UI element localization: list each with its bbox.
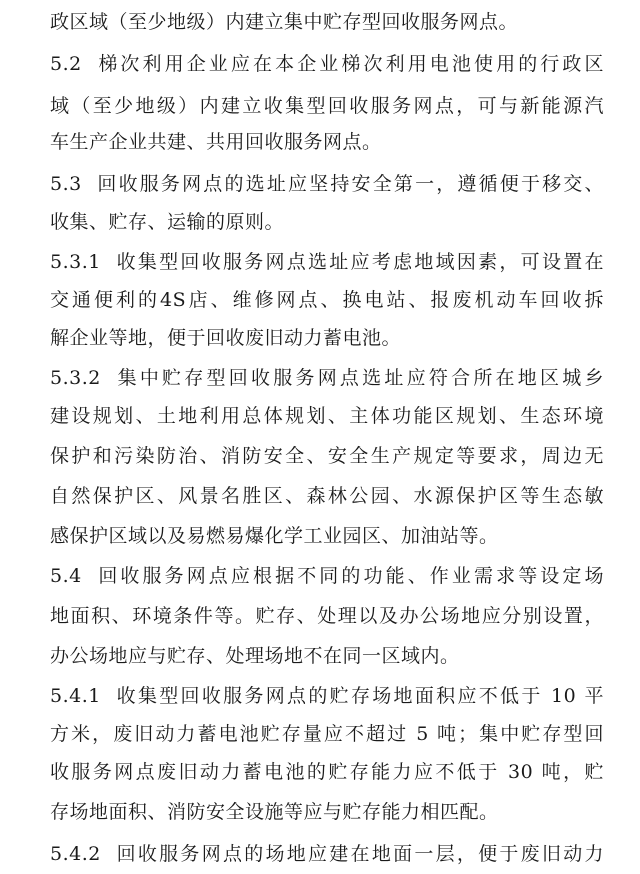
text-line: [50, 752, 604, 792]
text-line: [50, 122, 604, 162]
text-line: [50, 714, 604, 754]
line-text: 集中贮存型回收服务网点选址应符合所在地区城乡: [114, 367, 604, 389]
clause-number: 5.4.1: [50, 685, 101, 707]
clause-number: 5.2: [50, 53, 82, 75]
line-text: 保护和污染防治、消防安全、安全生产规定等要求，周边无: [50, 445, 604, 467]
clause-number: 5.4.2: [50, 843, 101, 865]
clause-number: 5.3: [50, 173, 82, 195]
line-text: 收集型回收服务网点的贮存场地面积应不低于 10 平: [114, 685, 604, 707]
line-text: 政区域（至少地级）内建立集中贮存型回收服务网点。: [50, 11, 519, 33]
line-text: 解企业等地，便于回收废旧动力蓄电池。: [50, 327, 402, 349]
line-text: 回收服务网点的场地应建在地面一层，便于废旧动力: [114, 843, 604, 865]
clause-line: [50, 556, 604, 596]
line-text: 建设规划、土地利用总体规划、主体功能区规划、生态环境: [50, 405, 604, 427]
clause-line: [50, 676, 604, 716]
text-line: [50, 516, 604, 556]
text-line: [50, 596, 604, 636]
clause-line: [50, 164, 604, 204]
text-line: [50, 436, 604, 476]
text-line: [50, 792, 604, 832]
text-line: [50, 318, 604, 358]
line-text: 存场地面积、消防安全设施等应与贮存能力相匹配。: [50, 801, 499, 823]
text-line: [50, 280, 604, 320]
line-text: 收集型回收服务网点选址应考虑地域因素，可设置在: [114, 251, 604, 273]
line-text: 交通便利的4S店、维修网点、换电站、报废机动车回收拆: [50, 289, 604, 311]
text-line: [50, 396, 604, 436]
clause-line: [50, 242, 604, 282]
clause-number: 5.3.1: [50, 251, 101, 273]
line-text: 感保护区域以及易燃易爆化学工业园区、加油站等。: [50, 525, 499, 547]
line-text: 梯次利用企业应在本企业梯次利用电池使用的行政区: [95, 53, 604, 75]
clause-line: [50, 44, 604, 84]
line-text: 自然保护区、风景名胜区、森林公园、水源保护区等生态敏: [50, 485, 604, 507]
text-line: [50, 86, 604, 126]
line-text: 收集、贮存、运输的原则。: [50, 211, 285, 233]
text-line: [50, 476, 604, 516]
line-text: 回收服务网点的选址应坚持安全第一，遵循便于移交、: [95, 173, 604, 195]
line-text: 域（至少地级）内建立收集型回收服务网点，可与新能源汽: [50, 95, 604, 117]
line-text: 收服务网点废旧动力蓄电池的贮存能力应不低于 30 吨，贮: [50, 761, 604, 783]
clause-number: 5.4: [50, 565, 82, 587]
line-text: 办公场地应与贮存、处理场地不在同一区域内。: [50, 645, 460, 667]
clause-number: 5.3.2: [50, 367, 101, 389]
line-text: 方米，废旧动力蓄电池贮存量应不超过 5 吨；集中贮存型回: [50, 723, 604, 745]
line-text: 地面积、环境条件等。贮存、处理以及办公场地应分别设置，: [50, 605, 604, 627]
text-line: [50, 202, 604, 242]
text-line: [50, 2, 604, 42]
line-text: 回收服务网点应根据不同的功能、作业需求等设定场: [95, 565, 604, 587]
clause-line: [50, 834, 604, 874]
text-line: [50, 636, 604, 676]
line-text: 车生产企业共建、共用回收服务网点。: [50, 131, 382, 153]
clause-line: [50, 358, 604, 398]
